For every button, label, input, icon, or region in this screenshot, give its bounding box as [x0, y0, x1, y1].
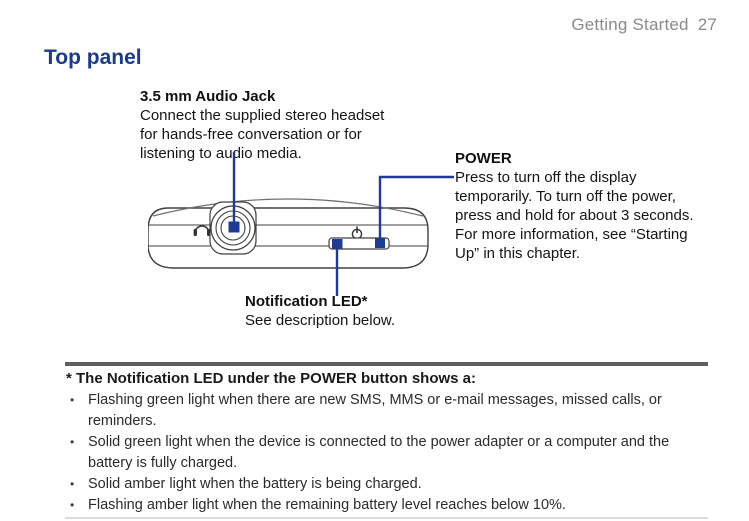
callout-text-line: Up” in this chapter.	[455, 245, 581, 262]
callout-text-line: For more information, see “Starting	[455, 226, 688, 243]
footnote-text-line: Flashing amber light when the remaining battery level reaches below 10%.	[88, 497, 566, 513]
top-panel-diagram	[148, 150, 468, 300]
bullet-icon: •	[70, 477, 75, 491]
footnote-text-line: Solid amber light when the battery is being charged.	[88, 476, 422, 492]
bullet-icon: •	[70, 393, 75, 407]
footnote-bullet	[66, 495, 728, 516]
footnote-bullet	[66, 432, 728, 474]
page-title: Top panel	[44, 46, 142, 69]
page-header	[571, 15, 717, 35]
footnote-bullet	[66, 390, 728, 432]
page-number: 27	[697, 15, 717, 34]
callout-title: 3.5 mm Audio Jack	[140, 88, 276, 105]
callout-text-line: listening to audio media.	[140, 145, 302, 162]
callout-text-line: Press to turn off the display	[455, 169, 637, 186]
section-label: Getting Started	[571, 15, 689, 34]
callout-notification-led	[245, 292, 465, 330]
callout-power	[455, 149, 723, 263]
bullet-icon: •	[70, 435, 75, 449]
footnote-bullet	[66, 474, 728, 495]
bullet-icon: •	[70, 498, 75, 512]
audio-jack-marker	[229, 222, 240, 233]
callout-text-line: Connect the supplied stereo headset	[140, 107, 385, 124]
power-symbol-icon	[352, 227, 361, 239]
headset-icon	[194, 226, 211, 236]
bottom-divider	[65, 517, 708, 519]
footnote-text-line: Solid green light when the device is connected to the power adapter or a computer and the	[88, 434, 670, 450]
callout-text-line: press and hold for about 3 seconds.	[455, 207, 694, 224]
callout-text-line: See description below.	[245, 312, 396, 329]
footnote-heading: * The Notification LED under the POWER button shows a:	[66, 370, 476, 387]
footnote-text-line: reminders.	[88, 413, 157, 429]
footnote-divider	[65, 362, 708, 366]
power-marker	[375, 239, 385, 249]
callout-text-line: for hands-free conversation or for	[140, 126, 362, 143]
footnote-list	[66, 390, 728, 516]
footnote-text-line: Flashing green light when there are new SMS, MMS or e-mail messages, missed calls, or	[88, 392, 662, 408]
callout-title: POWER	[455, 150, 512, 167]
footnote-text-line: battery is fully charged.	[88, 455, 238, 471]
notification-led-marker	[332, 239, 343, 249]
callout-text-line: temporarily. To turn off the power,	[455, 188, 676, 205]
callout-title: Notification LED*	[245, 293, 368, 310]
